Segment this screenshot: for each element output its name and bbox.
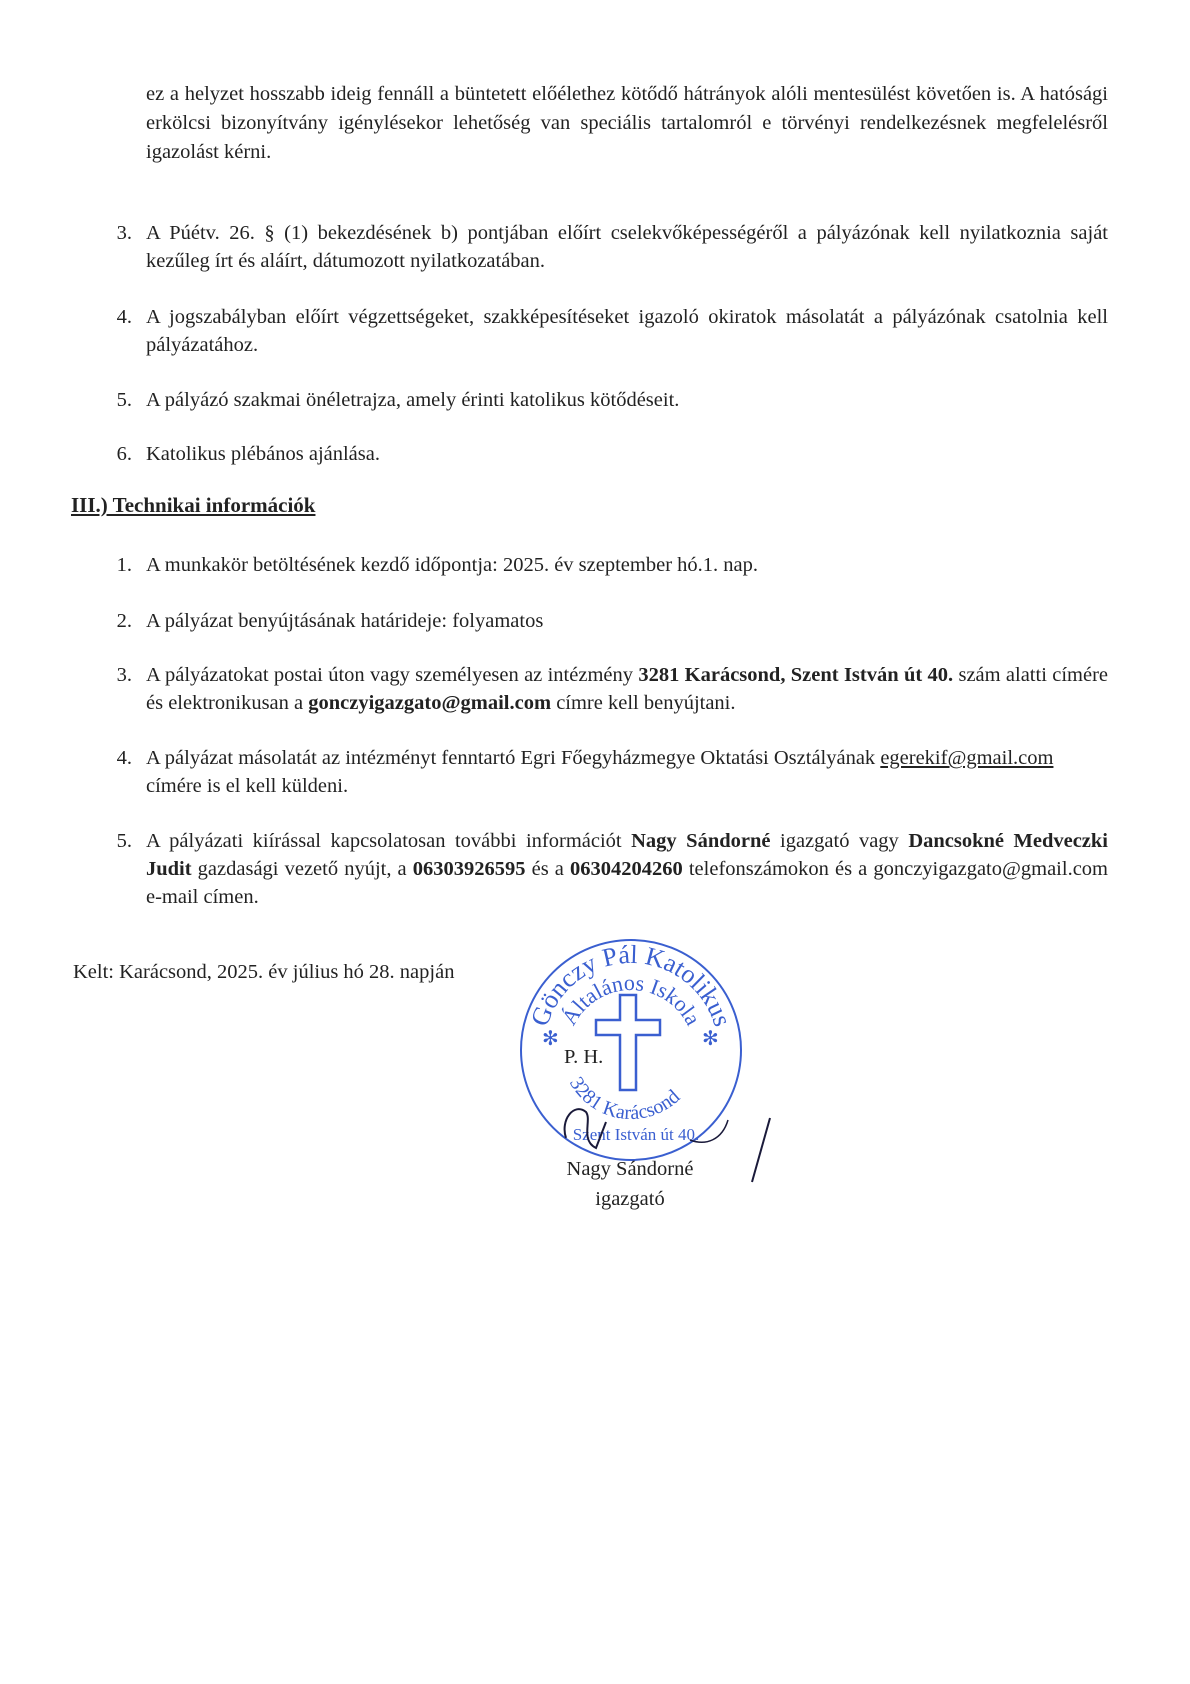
item-text: A pályázó szakmai önéletrajza, amely érinti katolikus kötődéseit. (146, 389, 680, 411)
stamp-address-line1: 3281 Karácsond (564, 1073, 685, 1125)
institution-address: 3281 Karácsond, Szent István út 40. (638, 664, 954, 686)
finance-manager-name: Dancsokné Medveczki Judit (146, 830, 1108, 880)
director-name: Nagy Sándorné (631, 830, 771, 852)
item-number: 3. (116, 222, 132, 244)
stamp-address-line2: Szent István út 40. (572, 1125, 700, 1144)
text-fragment: szám alatti címére és elektronikusan a (146, 664, 1108, 714)
text-fragment: A pályázati kiírással kapcsolatosan további információt (146, 830, 632, 852)
text-fragment: gazdasági vezető nyújt, a (191, 858, 413, 880)
text-fragment: és a (525, 858, 570, 880)
text-fragment: telefonszámokon és a gonczyigazgato@gmail.com e-mail címen. (146, 858, 1108, 908)
item-number: 4. (116, 747, 132, 769)
text-fragment: címére is el kell küldeni. (146, 775, 349, 797)
item-text: A munkakör betöltésének kezdő időpontja: 2025. év szeptember hó.1. nap. (146, 554, 758, 576)
school-email: gonczyigazgato@gmail.com (308, 692, 552, 714)
stamp-inner-text: Általános Iskola (556, 969, 706, 1030)
text-fragment: A pályázat másolatát az intézményt fenntartó Egri Főegyházmegye Oktatási Osztályának (146, 747, 881, 769)
item-number: 1. (116, 554, 132, 576)
item-number: 2. (116, 610, 132, 632)
asterisk-icon: ✻ (542, 1026, 559, 1050)
signer-name: Nagy Sándorné (566, 1158, 694, 1180)
item-number: 5. (116, 389, 132, 411)
text-fragment: A pályázatokat postai úton vagy személyesen az intézmény (146, 664, 639, 686)
item-text: A Púétv. 26. § (1) bekezdésének b) pontjában előírt cselekvőképességéről a pályázónak kell nyilatkoznia saját kezűleg írt és aláírt, dátumozott nyilatkozatában. (146, 222, 1108, 272)
section-heading: III.) Technikai információk (71, 493, 316, 517)
stamp-outer-text: Gönczy Pál Katolikus (524, 939, 738, 1030)
diocese-email-link[interactable]: egerekif@gmail.com (880, 747, 1054, 769)
item-number: 6. (116, 443, 132, 465)
item-text: Katolikus plébános ajánlása. (146, 443, 380, 465)
ph-label: P. H. (564, 1046, 604, 1068)
item-text: A jogszabályban előírt végzettségeket, szakképesítéseket igazoló okiratok másolatát a pályázónak csatolnia kell pályázatához. (146, 306, 1108, 356)
intro-paragraph: ez a helyzet hosszabb ideig fennáll a büntetett előélethez kötődő hátrányok alóli mentesülést követően is. A hatósági erkölcsi bizonyítvány igénylésekor lehetőség van speciális tartalomról e törvényi rendelkezésnek megfelelésről igazolást kérni. (146, 83, 1108, 163)
signer-title: igazgató (595, 1188, 665, 1210)
item-number: 5. (116, 830, 132, 852)
phone-number-2: 06304204260 (570, 858, 683, 880)
text-fragment: igazgató vagy (770, 830, 909, 852)
item-number: 3. (116, 664, 132, 686)
text-fragment: címre kell benyújtani. (551, 692, 736, 714)
date-line: Kelt: Karácsond, 2025. év július hó 28. napján (73, 961, 455, 983)
item-text: A pályázat benyújtásának határideje: folyamatos (146, 610, 544, 632)
asterisk-icon: ✻ (702, 1026, 719, 1050)
phone-number-1: 06303926595 (412, 858, 526, 880)
item-number: 4. (116, 306, 132, 328)
